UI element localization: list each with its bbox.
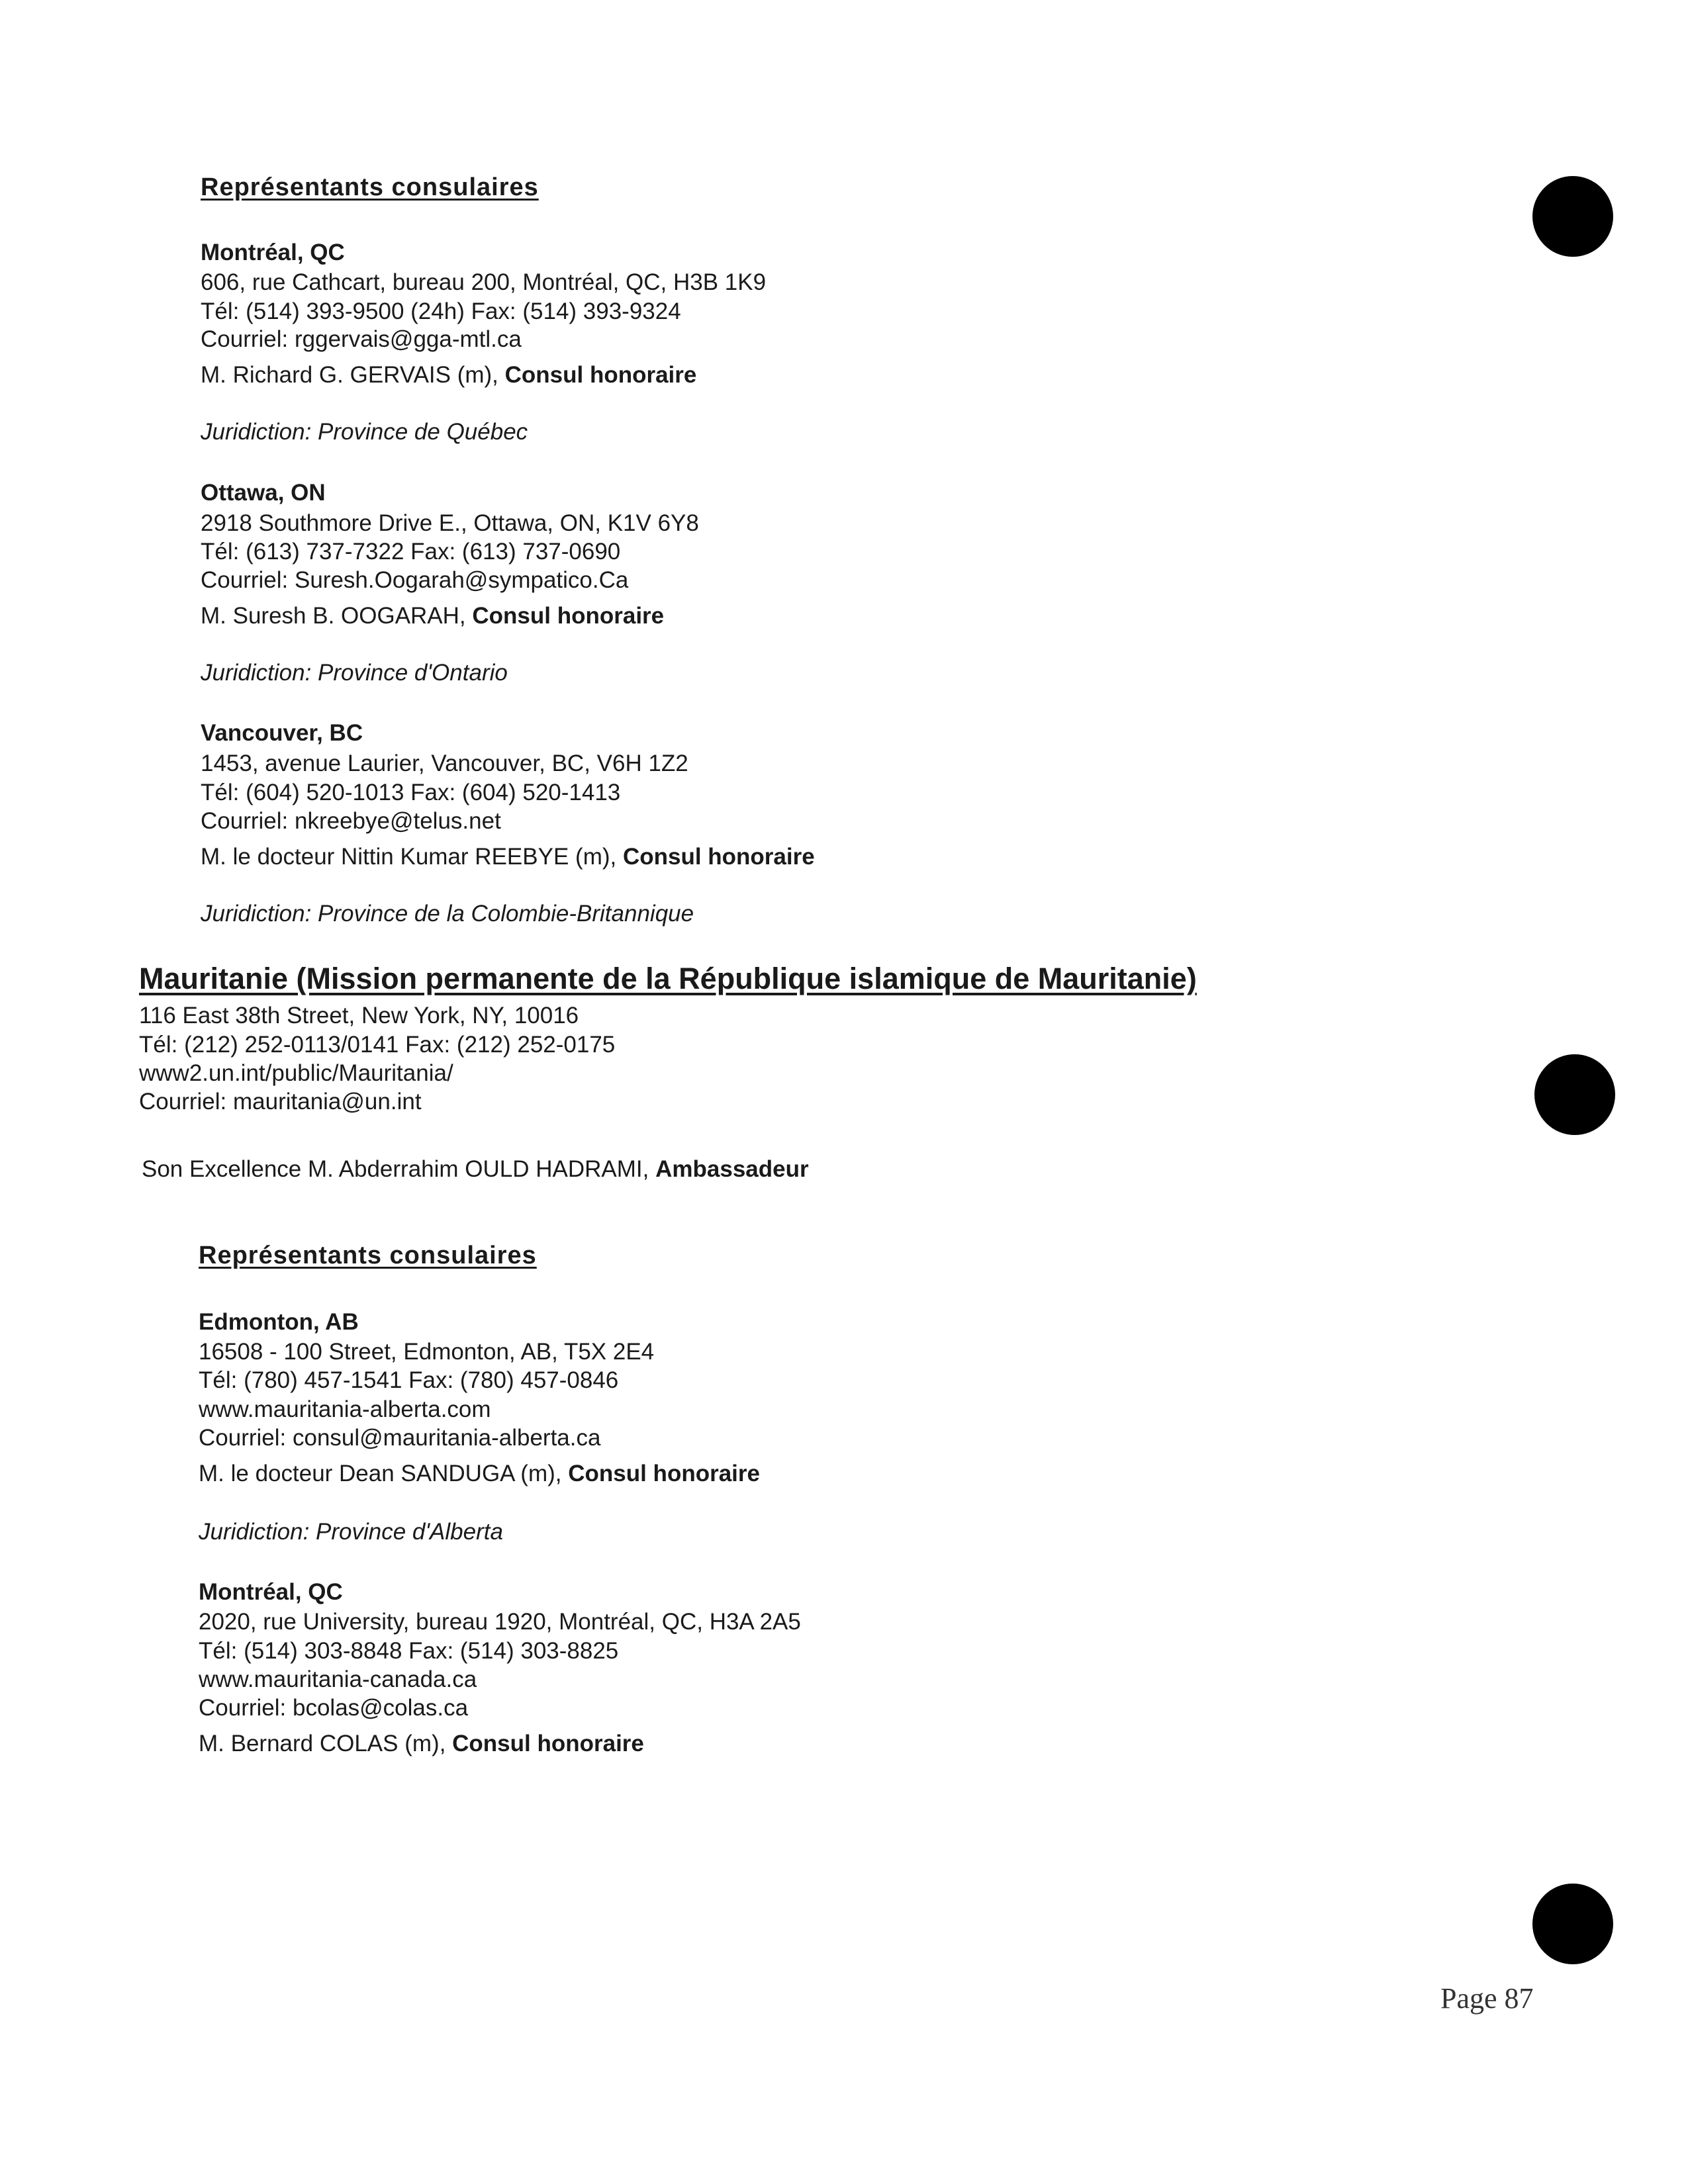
city-name: Ottawa, ON [201,480,326,506]
jurisdiction: Juridiction: Province d'Ontario [201,660,508,686]
jurisdiction: Juridiction: Province de la Colombie-Britannique [201,901,694,927]
jurisdiction: Juridiction: Province d'Alberta [199,1519,503,1545]
consul-line [201,602,664,631]
consul-name: M. Suresh B. OOGARAH, [201,603,473,629]
punch-hole-top [1532,176,1613,257]
mission-address: 116 East 38th Street, New York, NY, 10016 [139,1003,579,1028]
email-line: Courriel: rggervais@gga-mtl.ca [201,326,522,352]
email-line: Courriel: nkreebye@telus.net [201,808,501,834]
phone-fax-line: Tél: (604) 520-1013 Fax: (604) 520-1413 [201,780,621,805]
consul-title: Consul honoraire [504,362,697,388]
consul-name: M. le docteur Dean SANDUGA (m), [199,1461,569,1486]
city-name: Montréal, QC [201,240,345,265]
ambassador-line [142,1155,809,1184]
consul-name: M. le docteur Nittin Kumar REEBYE (m), [201,844,623,870]
city-name: Edmonton, AB [199,1309,359,1335]
ambassador-name: Son Excellence M. Abderrahim OULD HADRAMI, [142,1156,656,1182]
address-line: 16508 - 100 Street, Edmonton, AB, T5X 2E4 [199,1339,655,1365]
jurisdiction: Juridiction: Province de Québec [201,419,528,445]
city-name: Montréal, QC [199,1579,343,1605]
page-number: Page 87 [1440,1982,1534,2015]
punch-hole-middle [1534,1054,1615,1135]
address-line: 1453, avenue Laurier, Vancouver, BC, V6H 1Z2 [201,751,688,776]
address-line: 606, rue Cathcart, bureau 200, Montréal, QC, H3B 1K9 [201,269,767,295]
mission-phone-fax: Tél: (212) 252-0113/0141 Fax: (212) 252-0175 [139,1032,616,1058]
consul-title: Consul honoraire [568,1461,760,1486]
consul-title: Consul honoraire [622,844,815,870]
phone-fax-line: Tél: (514) 303-8848 Fax: (514) 303-8825 [199,1638,619,1664]
phone-fax-line: Tél: (780) 457-1541 Fax: (780) 457-0846 [199,1367,619,1393]
mission-title: Mauritanie (Mission permanente de la République islamique de Mauritanie) [139,962,1197,995]
email-line: Courriel: bcolas@colas.ca [199,1695,469,1721]
section-heading: Représentants consulaires [201,173,539,201]
ambassador-title: Ambassadeur [655,1156,809,1182]
consul-name: M. Richard G. GERVAIS (m), [201,362,505,388]
mission-website: www2.un.int/public/Mauritania/ [139,1060,453,1086]
mission-email: Courriel: mauritania@un.int [139,1089,422,1115]
consul-title: Consul honoraire [452,1731,644,1756]
city-name: Vancouver, BC [201,720,363,746]
punch-hole-bottom [1532,1884,1613,1964]
website-line: www.mauritania-canada.ca [199,1666,477,1692]
phone-fax-line: Tél: (514) 393-9500 (24h) Fax: (514) 393-9324 [201,298,681,324]
consul-line [201,842,815,872]
consul-name: M. Bernard COLAS (m), [199,1731,453,1756]
website-line: www.mauritania-alberta.com [199,1396,491,1422]
address-line: 2020, rue University, bureau 1920, Montréal, QC, H3A 2A5 [199,1609,801,1635]
address-line: 2918 Southmore Drive E., Ottawa, ON, K1V 6Y8 [201,510,699,536]
email-line: Courriel: Suresh.Oogarah@sympatico.Ca [201,567,629,593]
consul-line [199,1459,760,1488]
email-line: Courriel: consul@mauritania-alberta.ca [199,1425,601,1451]
consul-line [201,361,696,390]
consul-line [199,1729,644,1758]
phone-fax-line: Tél: (613) 737-7322 Fax: (613) 737-0690 [201,539,621,565]
consul-title: Consul honoraire [472,603,665,629]
section-heading: Représentants consulaires [199,1242,537,1269]
